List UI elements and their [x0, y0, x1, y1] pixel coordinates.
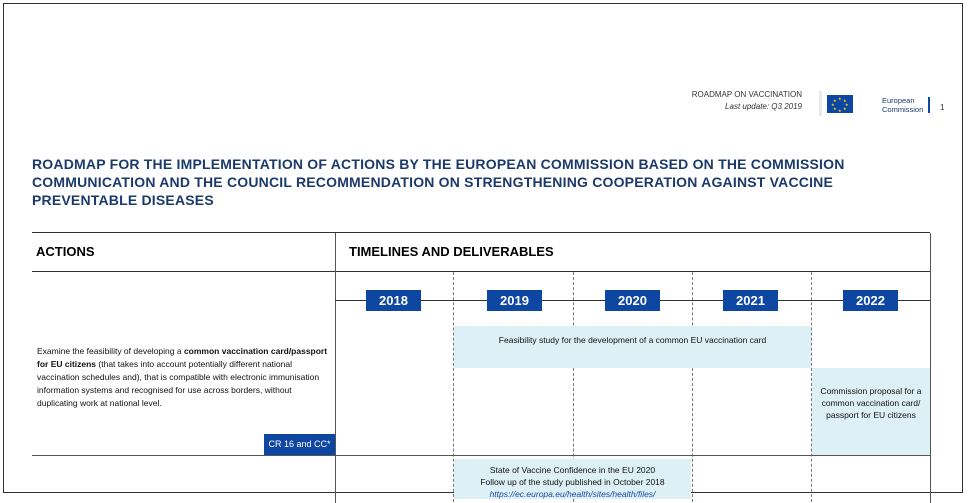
deliverable-vaccine-confidence: [454, 459, 691, 499]
actions-column-header: ACTIONS: [36, 244, 95, 259]
deliverable-feasibility-study: Feasibility study for the development of a common EU vaccination card: [454, 326, 811, 368]
deliverable-commission-proposal: Commission proposal for a common vaccination card/ passport for EU citizens: [812, 368, 930, 455]
eu-commission-logo: [819, 83, 879, 116]
action-text-pre: Examine the feasibility of developing a: [37, 346, 184, 356]
year-label-2020: 2020: [605, 290, 660, 311]
last-update: Last update: Q3 2019: [725, 102, 802, 111]
action-text-bold: common vaccination card/passport for EU citizens: [37, 346, 328, 369]
row-divider: [32, 455, 930, 456]
confidence-line2: Follow up of the study published in October 2018: [480, 477, 665, 487]
document-page: [3, 3, 963, 499]
actions-column-divider: [335, 233, 336, 503]
table-right-border: [930, 233, 931, 503]
timelines-column-header: TIMELINES AND DELIVERABLES: [349, 244, 554, 259]
header-meta: [692, 89, 802, 113]
action-description: [37, 345, 329, 410]
action-text-post: (that takes into account potentially different national vaccination schedules and), that is compatible with electronic immunisation information systems and recognised for use across borders, without duplicating work at national level.: [37, 359, 320, 408]
year-label-2018: 2018: [366, 290, 421, 311]
header-rule: [32, 271, 930, 272]
year-divider: [692, 272, 693, 502]
roadmap-label: ROADMAP ON VACCINATION: [691, 90, 802, 99]
table-top-rule: [32, 232, 930, 233]
page-number: 1: [940, 103, 945, 112]
confidence-line1: State of Vaccine Confidence in the EU 2020: [489, 465, 656, 475]
confidence-link[interactable]: https://ec.europa.eu/health/sites/health/files/: [489, 489, 656, 499]
year-label-2019: 2019: [487, 290, 542, 311]
logo-text: [882, 96, 923, 114]
document-title: ROADMAP FOR THE IMPLEMENTATION OF ACTIONS BY THE EUROPEAN COMMISSION BASED ON THE COMMISSION COMMUNICATION AND THE COUNCIL RECOMMENDATION ON STRENGTHENING COOPERATION AGAINST VACCINE PREVENTABLE DISEASES: [32, 156, 845, 208]
logo-text-line1: European: [882, 96, 915, 105]
year-label-2021: 2021: [723, 290, 778, 311]
year-label-2022: 2022: [843, 290, 898, 311]
logo-divider: [928, 97, 930, 113]
logo-text-line2: Commission: [882, 105, 924, 114]
eu-flag-icon: ★ ★ ★ ★ ★ ★ ★ ★: [827, 95, 853, 113]
reference-tag: CR 16 and CC*: [264, 434, 335, 455]
